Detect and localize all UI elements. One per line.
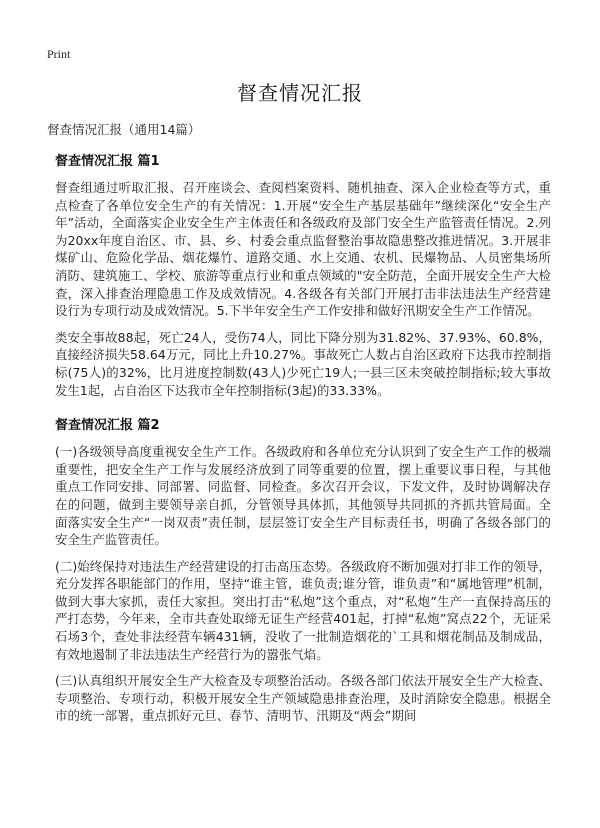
section-heading: 督查情况汇报 篇2 bbox=[55, 418, 160, 434]
document-body bbox=[55, 150, 551, 734]
paragraph: (一)各级领导高度重视安全生产工作。各级政府和各单位充分认识到了安全生产工作的极端重要性，把安全生产工作与发展经济放到了同等重要的位置，摆上重要议事日程，与其他重点工作同安排、同部署、同监督、同检查。多次召开会议，下发文件，及时协调解决存在的问题，做到主要领导亲自抓，分管领导具体抓，其他领导共同抓的齐抓共管局面。全面落实安全生产“一岗双责”责任制，层层签订安全生产目标责任书，明确了各级各部门的安全生产监管责任。 bbox=[55, 444, 551, 548]
page-title: 督查情况汇报 bbox=[237, 81, 363, 105]
print-label: Print bbox=[47, 47, 71, 61]
paragraph: (二)始终保持对违法生产经营建设的打击高压态势。各级政府不断加强对打非工作的领导，充分发挥各职能部门的作用，坚持“谁主管，谁负责;谁分管，谁负责”和“属地管理”机制，做到大事大家抓，责任大家担。突出打击“私炮”这个重点，对“私炮”生产一直保持高压的严打态势，今年来，全市共查处取缔无证生产经营401起，打掉“私炮”窝点22个，无证采石场3个，查处非法经营车辆431辆，没收了一批制造烟花的`工具和烟花制品及制成品，有效地遏制了非法违法生产经营行为的嚣张气焰。 bbox=[55, 558, 551, 662]
section-1 bbox=[55, 150, 551, 399]
section-heading: 督查情况汇报 篇1 bbox=[55, 154, 160, 169]
paragraph: 督查组通过听取汇报、召开座谈会、查阅档案资料、随机抽查、深入企业检查等方式，重点检查了各单位安全生产的有关情况：1.开展“安全生产基层基础年”继续深化“安全生产年”活动，全面落实企业安全生产主体责任和各级政府及部门安全生产监管责任情况。2.列为20xx年度自治区、市、县、乡、村委会重点监督整治事故隐患整改推进情况。3.开展非煤矿山、危险化学品、烟花爆竹、道路交通、水上交通、农机、民爆物品、人员密集场所消防、建筑施工、学校、旅游等重点行业和重点领域的"安全防范，全面开展安全生产大检查，深入排查治理隐患工作及成效情况。4.各级各有关部门开展打击非法违法生产经营建设行为专项行动及成效情况。5.下半年安全生产工作安排和做好汛期安全生产工作情况。 bbox=[55, 180, 551, 319]
section-2 bbox=[55, 414, 551, 725]
paragraph: 类安全事故88起，死亡24人，受伤74人，同比下降分别为31.82%、37.93%、60.8%，直接经济损失58.64万元，同比上升10.27%。事故死亡人数占自治区政府下达我市控制指标(75人)的32%，比月进度控制数(43人)少死亡19人;一县三区未突破控制指标;较大事故发生1起，占自治区下达我市全年控制指标(3起)的33.33%。 bbox=[55, 329, 551, 398]
document-subtitle: 督查情况汇报（通用14篇） bbox=[47, 122, 201, 137]
paragraph: (三)认真组织开展安全生产大检查及专项整治活动。各级各部门依法开展安全生产大检查、专项整治、专项行动，积极开展安全生产领域隐患排查治理，及时消除安全隐患。根据全市的统一部署，重点抓好元旦、春节、清明节、汛期及“两会”期间 bbox=[55, 673, 551, 724]
